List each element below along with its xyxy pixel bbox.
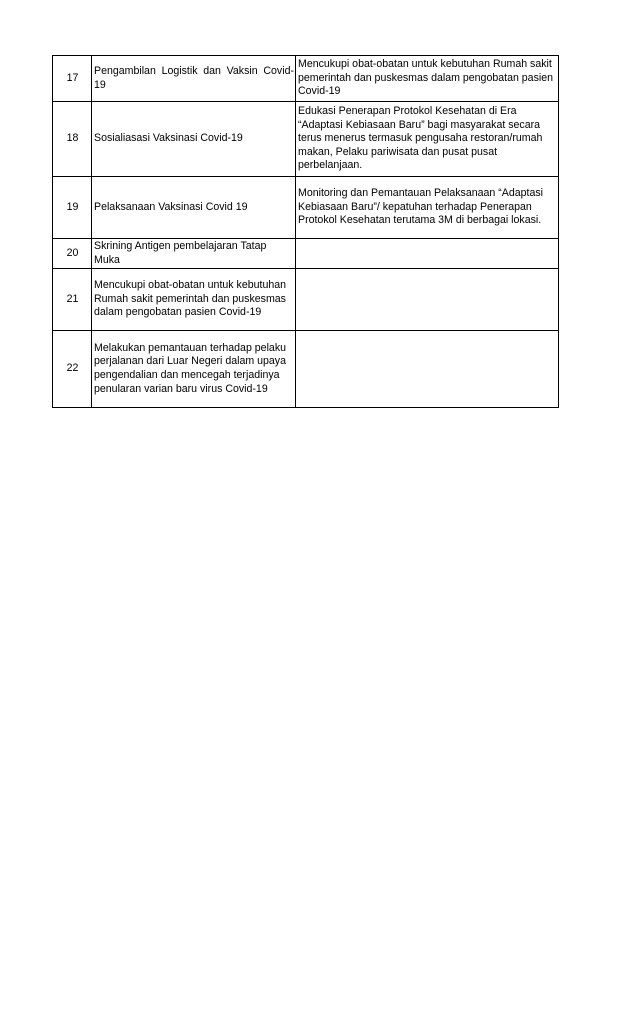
activity-cell: Pengambilan Logistik dan Vaksin Covid-19 (92, 56, 296, 102)
activity-cell: Skrining Antigen pembelajaran Tatap Muka (92, 239, 296, 269)
description-cell: Mencukupi obat-obatan untuk kebutuhan Rumah sakit pemerintah dan puskesmas dalam pengobatan pasien Covid-19 (296, 56, 559, 102)
table-row (53, 56, 559, 102)
row-number-cell: 17 (53, 56, 92, 102)
row-number-cell: 18 (53, 102, 92, 177)
description-cell: Edukasi Penerapan Protokol Kesehatan di Era “Adaptasi Kebiasaan Baru” bagi masyarakat secara terus menerus termasuk pengusaha restoran/rumah makan, Pelaku pariwisata dan pusat pusat perbelanjaan. (296, 102, 559, 177)
activity-cell: Sosialiasasi Vaksinasi Covid-19 (92, 102, 296, 177)
description-cell (296, 331, 559, 408)
row-number-cell: 20 (53, 239, 92, 269)
description-cell (296, 269, 559, 331)
table-row (53, 331, 559, 408)
table-row (53, 102, 559, 177)
row-number-cell: 19 (53, 177, 92, 239)
row-number-cell: 22 (53, 331, 92, 408)
table-row (53, 239, 559, 269)
description-cell: Monitoring dan Pemantauan Pelaksanaan “Adaptasi Kebiasaan Baru”/ kepatuhan terhadap Penerapan Protokol Kesehatan terutama 3M di berbagai lokasi. (296, 177, 559, 239)
table-row (53, 177, 559, 239)
activity-cell: Mencukupi obat-obatan untuk kebutuhan Rumah sakit pemerintah dan puskesmas dalam pengobatan pasien Covid-19 (92, 269, 296, 331)
description-cell (296, 239, 559, 269)
activity-table (52, 55, 559, 408)
table-row (53, 269, 559, 331)
activity-cell: Pelaksanaan Vaksinasi Covid 19 (92, 177, 296, 239)
row-number-cell: 21 (53, 269, 92, 331)
activity-cell: Melakukan pemantauan terhadap pelaku perjalanan dari Luar Negeri dalam upaya pengendalian dan mencegah terjadinya penularan varian baru virus Covid-19 (92, 331, 296, 408)
